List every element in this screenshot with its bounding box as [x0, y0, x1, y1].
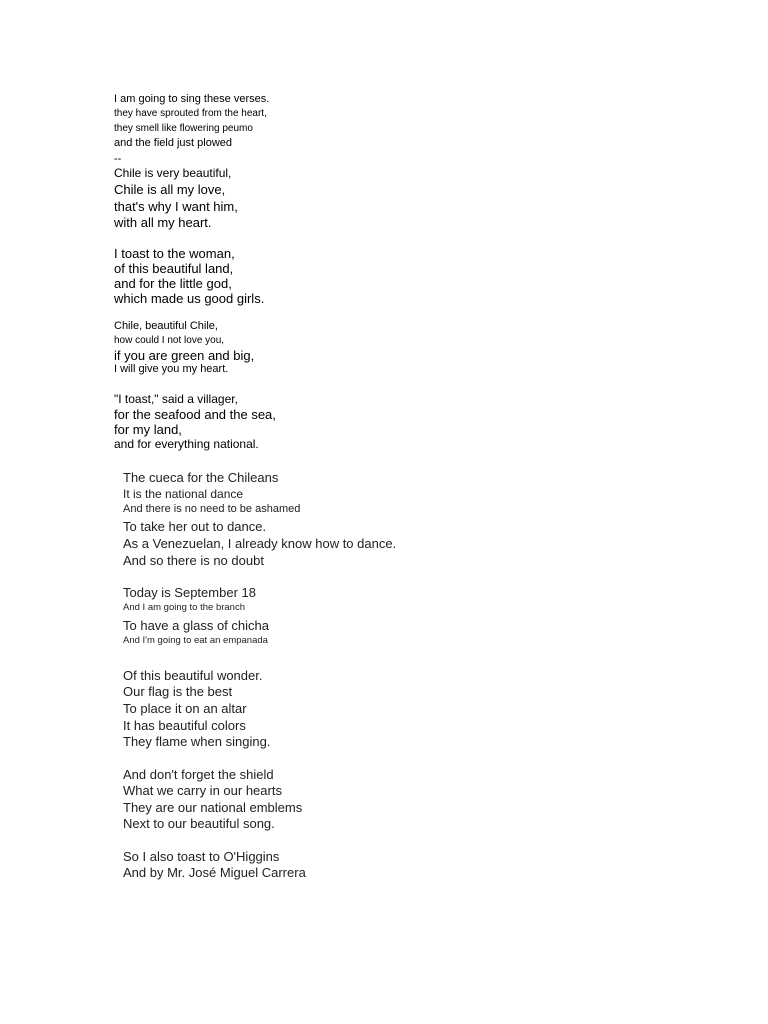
stanza-8-line-3: They are our national emblems — [123, 800, 303, 815]
stanza-5-line-1: The cueca for the Chileans — [123, 470, 279, 485]
stanza-1-line-3: they smell like flowering peumo — [114, 123, 253, 134]
stanza-8-line-1: And don't forget the shield — [123, 767, 274, 782]
stanza-1-line-6: Chile is all my love, — [114, 182, 226, 197]
stanza-4-line-1: "I toast," said a villager, — [114, 392, 238, 406]
stanza-3-line-4: I will give you my heart. — [114, 363, 229, 375]
stanza-6-line-3: To have a glass of chicha — [123, 618, 269, 633]
stanza-2-line-1: I toast to the woman, — [114, 246, 235, 261]
stanza-7-line-1: Of this beautiful wonder. — [123, 668, 263, 683]
stanza-2-line-2: of this beautiful land, — [114, 261, 234, 276]
stanza-5-line-5: As a Venezuelan, I already know how to dance. — [123, 536, 397, 551]
stanza-1-line-2: they have sprouted from the heart, — [114, 108, 267, 119]
stanza-5-line-4: To take her out to dance. — [123, 519, 267, 534]
stanza-4-line-3: for my land, — [114, 422, 182, 437]
stanza-6-line-1: Today is September 18 — [123, 585, 256, 600]
stanza-1-line-4: and the field just plowed — [114, 137, 233, 149]
stanza-6-line-4: And I'm going to eat an empanada — [123, 635, 268, 646]
stanza-7-line-4: It has beautiful colors — [123, 718, 246, 733]
stanza-7-line-2: Our flag is the best — [123, 684, 233, 699]
stanza-9-line-2: And by Mr. José Miguel Carrera — [123, 865, 306, 880]
stanza-7-line-5: They flame when singing. — [123, 734, 271, 749]
stanza-3-line-1: Chile, beautiful Chile, — [114, 320, 218, 332]
stanza-4-line-4: and for everything national. — [114, 437, 259, 451]
stanza-1-line-8: with all my heart. — [114, 215, 212, 230]
stanza-2-line-3: and for the little god, — [114, 276, 232, 291]
stanza-8-line-2: What we carry in our hearts — [123, 783, 282, 798]
stanza-3-line-2: how could I not love you, — [114, 335, 225, 346]
stanza-7-line-3: To place it on an altar — [123, 701, 247, 716]
stanza-9-line-1: So I also toast to O'Higgins — [123, 849, 280, 864]
stanza-6-line-2: And I am going to the branch — [123, 602, 245, 613]
stanza-5-line-6: And so there is no doubt — [123, 553, 264, 568]
stanza-3-line-3: if you are green and big, — [114, 348, 255, 363]
stanza-1-line-5: Chile is very beautiful, — [114, 166, 232, 180]
stanza-1-line-7: that's why I want him, — [114, 199, 238, 214]
stanza-5-line-2: It is the national dance — [123, 487, 244, 501]
stanza-2-line-4: which made us good girls. — [114, 291, 265, 306]
stanza-1-line-1: I am going to sing these verses. — [114, 93, 270, 105]
stanza-5-line-3: And there is no need to be ashamed — [123, 503, 301, 515]
stanza-4-line-2: for the seafood and the sea, — [114, 407, 276, 422]
stanza-1-separator: -- — [114, 153, 122, 165]
stanza-8-line-4: Next to our beautiful song. — [123, 816, 275, 831]
